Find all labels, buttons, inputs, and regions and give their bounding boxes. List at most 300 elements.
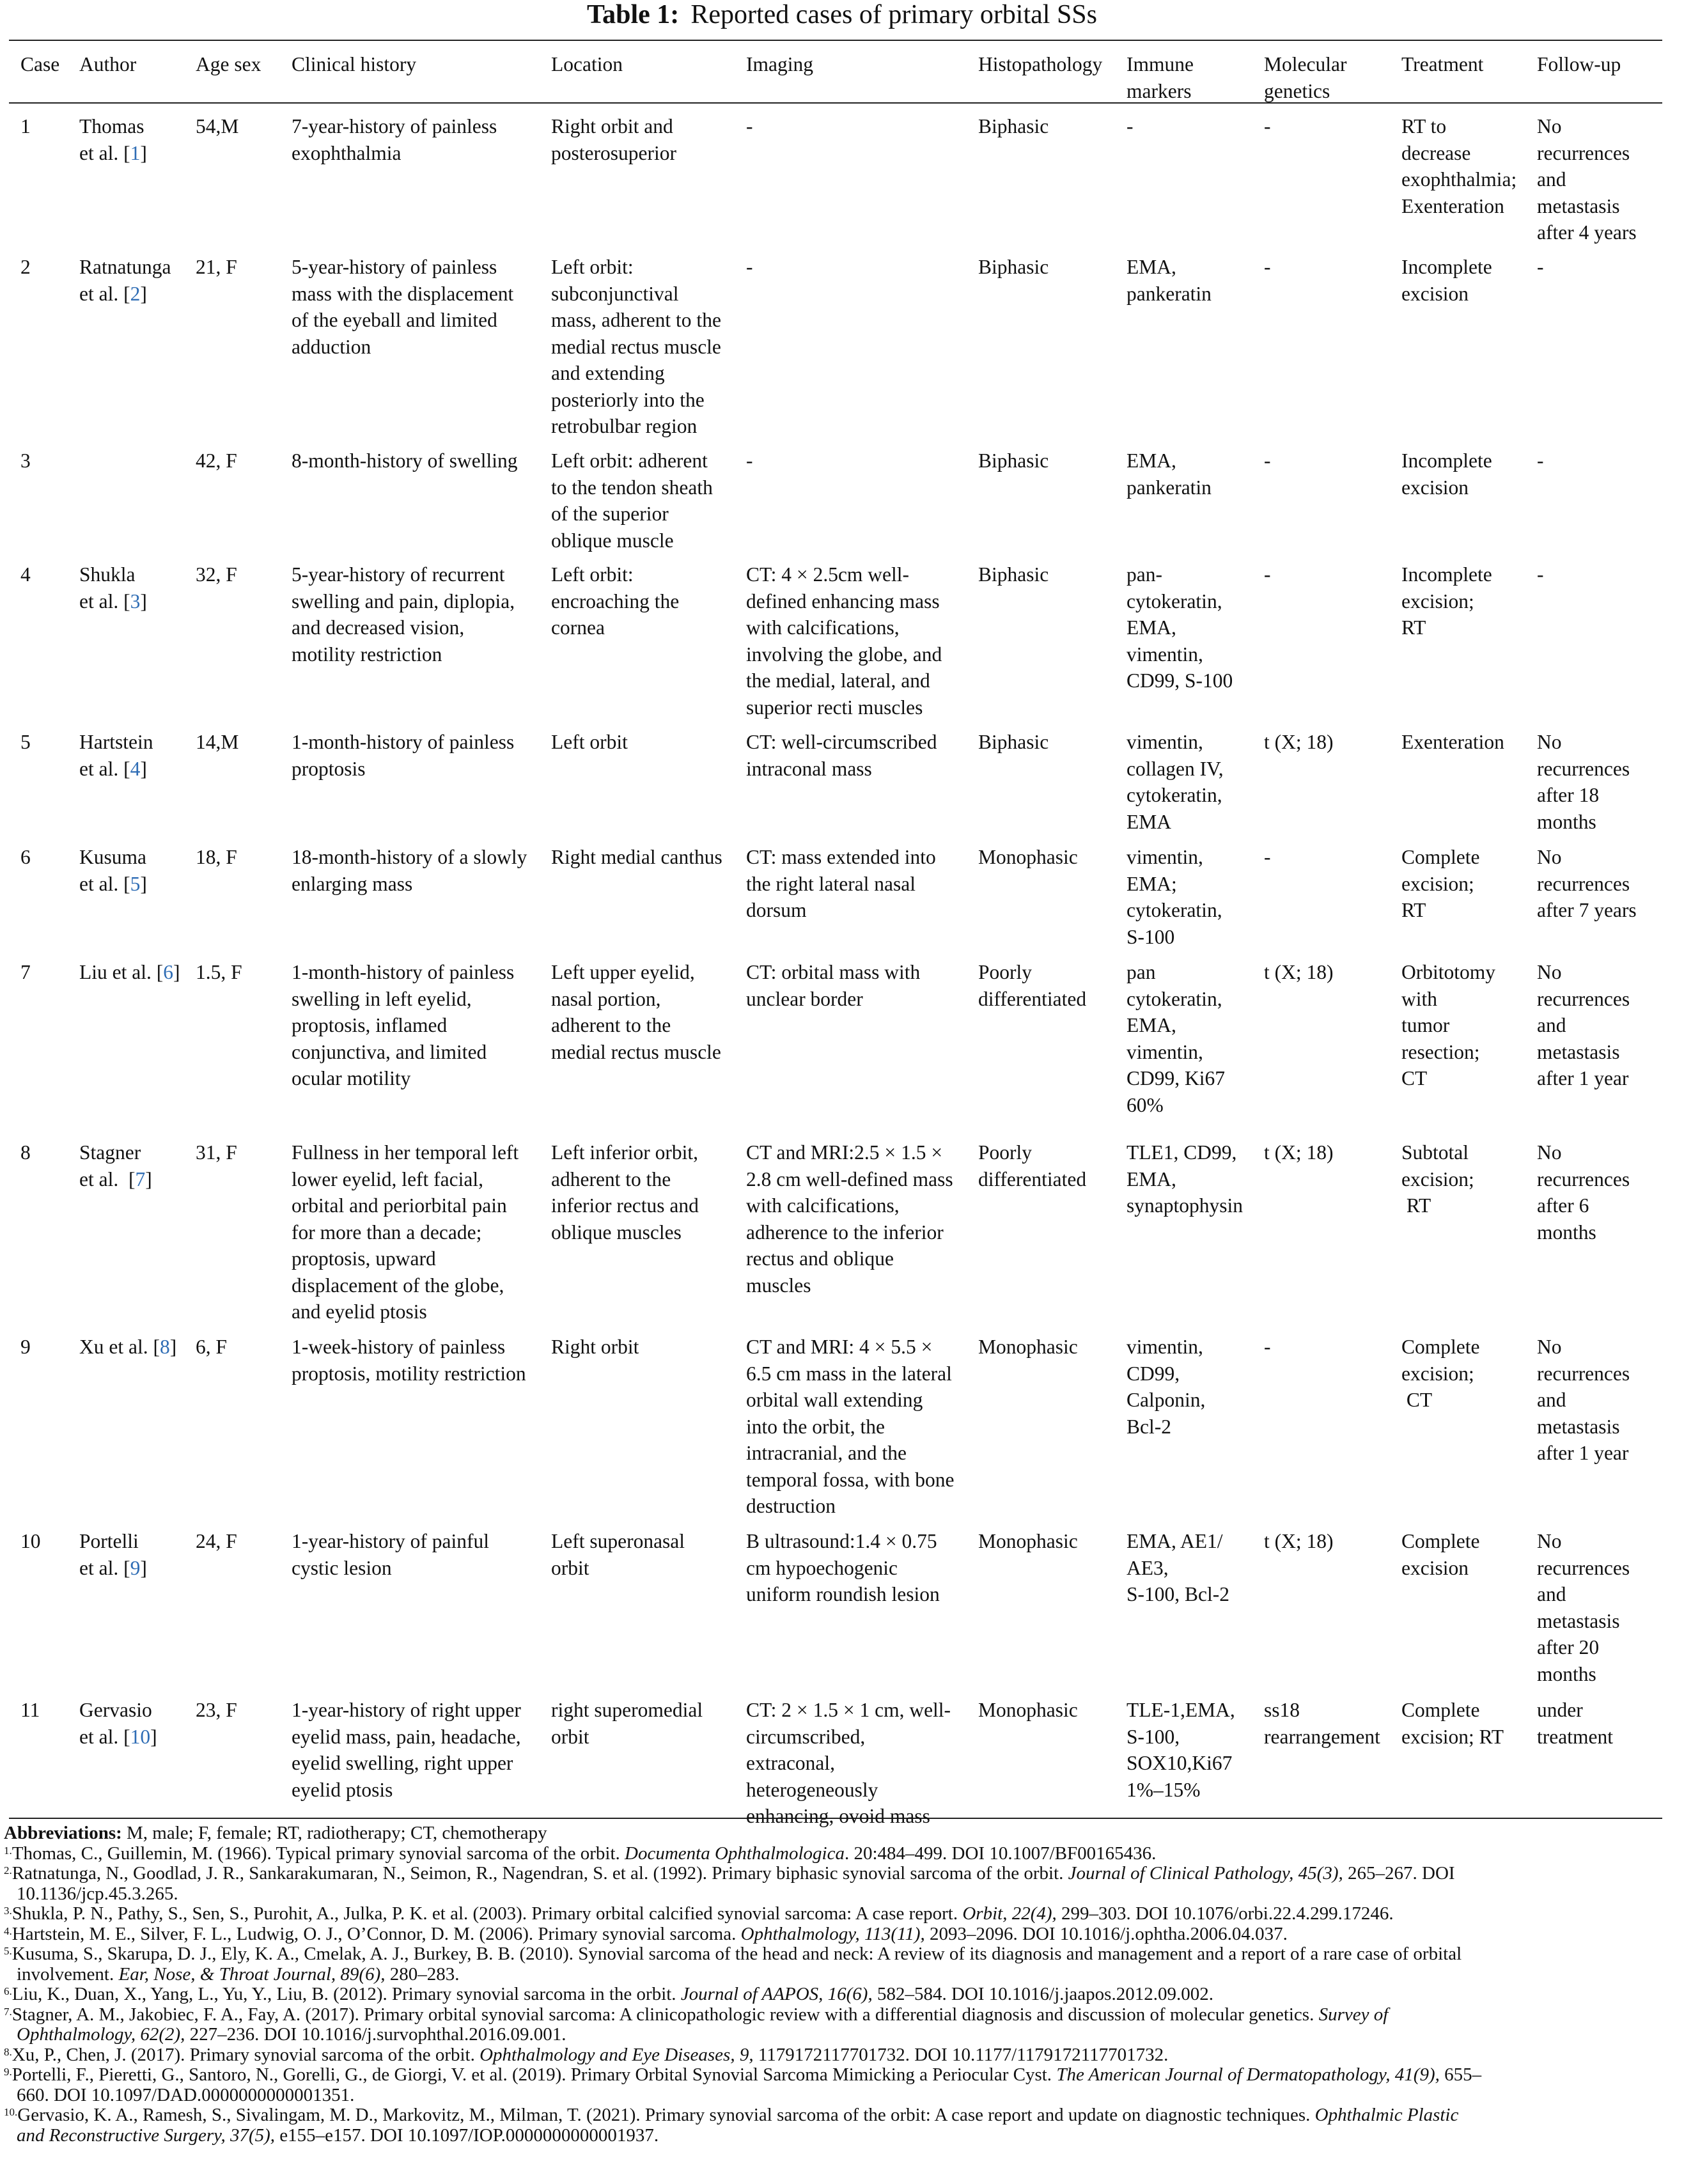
cell-followup (1537, 844, 1637, 924)
cell-line: 11 (20, 1699, 40, 1721)
cell-line: involving the globe, and (746, 643, 942, 666)
cell-line: CT (1401, 1389, 1433, 1411)
journal-name: Ophthalmic Plastic (1314, 2105, 1459, 2125)
cell-line: - (1537, 563, 1544, 586)
cell-line: cytokeratin, (1127, 899, 1222, 921)
cell-line: CT (1401, 1067, 1428, 1089)
cell-histo (978, 1334, 1078, 1361)
cell-line: lower eyelid, left facial, (292, 1167, 483, 1190)
cell-line: conjunctiva, and limited (292, 1040, 487, 1063)
cell-line: TLE1, CD99, (1127, 1141, 1237, 1164)
cell-line: Left orbit (551, 731, 628, 753)
cell-line: Calponin, (1127, 1389, 1206, 1411)
journal-name: The American Journal of Dermatopathology, 41(9), (1056, 2064, 1440, 2085)
cell-age_sex (196, 1528, 237, 1555)
cell-line: Monophasic (978, 1336, 1078, 1358)
cell-line: Thomas (79, 115, 144, 137)
reference-text: Thomas, C., Guillemin, M. (1966). Typical primary synovial sarcoma of the orbit. (12, 1843, 625, 1864)
cell-line: t (X; 18) (1264, 1141, 1334, 1164)
cell-line: Shukla (79, 563, 136, 586)
cell-line: proptosis, inflamed (292, 1014, 448, 1036)
reference-text: 2093–2096. DOI 10.1016/j.ophtha.2006.04.037. (924, 1923, 1288, 1944)
reference-number: 10. (4, 2106, 18, 2118)
journal-name: Ophthalmology and Eye Diseases, 9, (479, 2044, 754, 2065)
cell-line: et al. [4] (79, 757, 147, 780)
cell-line: and (1537, 1389, 1566, 1411)
cell-line: heterogeneously (746, 1778, 878, 1801)
cell-case (20, 1139, 31, 1166)
cell-line: - (1264, 1336, 1271, 1358)
cell-line: CT and MRI: 4 × 5.5 × (746, 1336, 933, 1358)
cell-line: recurrences (1537, 1556, 1630, 1579)
cell-line: No (1537, 1141, 1562, 1164)
reference-line (4, 2005, 1666, 2025)
cell-line: - (1264, 449, 1271, 472)
cell-line: oblique muscle (551, 529, 674, 552)
cell-line: mass, adherent to the (551, 309, 721, 331)
cell-imaging (746, 1528, 940, 1608)
cell-location (551, 959, 721, 1065)
cell-line: metastasis (1537, 1040, 1620, 1063)
cell-line: recurrences (1537, 987, 1630, 1010)
cell-line: Incomplete (1401, 256, 1492, 278)
cell-followup (1537, 1697, 1613, 1750)
cell-line: posterosuperior (551, 141, 676, 164)
cell-line: CT: well-circumscribed (746, 731, 937, 753)
cell-age_sex (196, 448, 237, 474)
cell-treatment (1401, 561, 1492, 641)
cell-line: - (746, 256, 753, 278)
reference-text: Portelli, F., Pieretti, G., Santoro, N., Gorelli, G., de Giorgi, V. et al. (2019). Primary Orbital Synovial Sarcoma Mimicking a Periocular Cyst. (12, 2064, 1057, 2085)
cell-line: Right medial canthus (551, 846, 722, 868)
cell-line: - (1537, 256, 1544, 278)
cell-case (20, 1334, 31, 1361)
cell-treatment (1401, 254, 1492, 307)
reference-link[interactable]: 4 (130, 757, 141, 780)
cell-line: No (1537, 1530, 1562, 1552)
cell-line: No (1537, 731, 1562, 753)
cell-author (79, 561, 147, 614)
cell-line: cm hypoechogenic (746, 1556, 898, 1579)
cell-line: 8 (20, 1141, 31, 1164)
cell-line: right superomedial (551, 1699, 703, 1721)
reference-link[interactable]: 2 (130, 282, 141, 305)
cell-line: for more than a decade; (292, 1221, 482, 1244)
cell-line: to the tendon sheath (551, 476, 713, 499)
cell-followup (1537, 729, 1630, 835)
cell-line: months (1537, 810, 1596, 833)
column-header-imaging (746, 51, 813, 78)
cell-line: Subtotal (1401, 1141, 1469, 1164)
cell-treatment (1401, 729, 1504, 756)
cell-followup (1537, 448, 1544, 474)
header-line: Immune (1127, 53, 1194, 75)
cell-line: 14,M (196, 731, 239, 753)
header-line: Molecular (1264, 53, 1347, 75)
reference-text: Xu, P., Chen, J. (2017). Primary synovial sarcoma of the orbit. (12, 2044, 480, 2065)
cell-line: Complete (1401, 1530, 1480, 1552)
cell-line: CD99, Ki67 (1127, 1067, 1226, 1089)
cell-line: swelling and pain, diplopia, (292, 589, 515, 612)
journal-name: Ear, Nose, & Throat Journal, 89(6), (118, 1963, 386, 1985)
cell-molecular (1264, 1334, 1271, 1361)
cell-line: pan (1127, 961, 1156, 983)
abbreviations-text: M, male; F, female; RT, radiotherapy; CT, chemotherapy (121, 1823, 547, 1843)
cell-line: the right lateral nasal (746, 872, 916, 895)
column-header-age_sex (196, 51, 261, 78)
reference-number: 8. (4, 2045, 12, 2058)
cell-line: Monophasic (978, 846, 1078, 868)
cell-line: 6, F (196, 1336, 228, 1358)
cell-location (551, 1334, 639, 1361)
cell-line: motility restriction (292, 643, 442, 666)
cell-line: eyelid mass, pain, headache, (292, 1725, 521, 1748)
cell-case (20, 113, 31, 140)
cell-line: CT and MRI:2.5 × 1.5 × (746, 1141, 943, 1164)
cell-histo (978, 561, 1049, 588)
cell-line: 2.8 cm well-defined mass (746, 1167, 953, 1190)
cell-case (20, 959, 31, 986)
column-header-histo (978, 51, 1102, 78)
cell-line: cytokeratin, (1127, 784, 1222, 806)
cell-line: superior recti muscles (746, 696, 923, 719)
cell-line: - (1264, 563, 1271, 586)
cell-line: resection; (1401, 1040, 1480, 1063)
cell-line: cytokeratin, (1127, 987, 1222, 1010)
table-top-rule (9, 40, 1662, 41)
reference-number: 6. (4, 1985, 12, 1997)
journal-name: Journal of AAPOS, 16(6), (680, 1984, 873, 2004)
cell-line: proptosis, upward (292, 1247, 436, 1270)
reference-link[interactable]: 3 (130, 589, 141, 612)
cell-line: EMA, (1127, 256, 1176, 278)
reference-text: 299–303. DOI 10.1076/orbi.22.4.299.17246. (1056, 1903, 1394, 1924)
cell-line: excision; (1401, 1362, 1474, 1385)
cell-history (292, 844, 527, 897)
reference-link[interactable]: 6 (163, 961, 173, 983)
cell-histo (978, 729, 1049, 756)
cell-location (551, 729, 628, 756)
cell-author (79, 1528, 147, 1581)
cell-molecular (1264, 448, 1271, 474)
cell-line: Poorly (978, 961, 1033, 983)
cell-immune (1127, 1697, 1235, 1803)
cell-histo (978, 959, 1086, 1012)
cell-line: AE3, (1127, 1556, 1169, 1579)
cell-line: Gervasio (79, 1699, 152, 1721)
cell-line: metastasis (1537, 1609, 1620, 1632)
cell-line: TLE-1,EMA, (1127, 1699, 1235, 1721)
journal-name: Journal of Clinical Pathology, 45(3), (1068, 1863, 1343, 1884)
cell-line: proptosis (292, 757, 366, 780)
cell-molecular (1264, 844, 1271, 871)
cell-location (551, 561, 679, 641)
reference-link[interactable]: 7 (135, 1167, 146, 1190)
cell-line: orbital wall extending (746, 1389, 923, 1411)
cell-line: t (X; 18) (1264, 961, 1334, 983)
cell-immune (1127, 844, 1222, 950)
cell-line: RT to (1401, 115, 1447, 137)
header-line: markers (1127, 79, 1192, 102)
cell-imaging (746, 113, 753, 140)
cell-line: Biphasic (978, 731, 1049, 753)
cell-line: intracranial, and the (746, 1442, 907, 1464)
cell-case (20, 729, 31, 756)
cell-immune (1127, 448, 1212, 501)
cell-age_sex (196, 254, 237, 281)
cell-line: pan- (1127, 563, 1162, 586)
cell-line: oblique muscles (551, 1221, 682, 1244)
reference-number: 1. (4, 1844, 12, 1857)
cell-line: 1-year-history of painful (292, 1530, 490, 1552)
cell-line: of the eyeball and limited (292, 309, 497, 331)
cell-location (551, 1697, 703, 1750)
cell-age_sex (196, 1334, 227, 1361)
cell-line: orbit (551, 1725, 589, 1748)
cell-line: vimentin, (1127, 1336, 1203, 1358)
cell-line: mass with the displacement (292, 282, 514, 305)
abbreviations-label: Abbreviations: (4, 1823, 122, 1843)
cell-histo (978, 844, 1078, 871)
cell-location (551, 1139, 699, 1245)
reference-line (4, 2126, 1666, 2146)
cell-line: S-100, Bcl-2 (1127, 1583, 1229, 1605)
reference-link[interactable]: 5 (130, 872, 141, 895)
reference-text: 655– (1439, 2064, 1482, 2085)
cell-line: No (1537, 846, 1562, 868)
reference-text: Ratnatunga, N., Goodlad, J. R., Sankarakumaran, N., Seimon, R., Nagendran, S. et al. (1992). Primary biphasic synovial sarcoma of the orbit. (12, 1863, 1068, 1884)
header-line: Author (79, 53, 137, 75)
cell-location (551, 113, 676, 166)
column-header-author (79, 51, 136, 78)
header-line: Location (551, 53, 623, 75)
cell-line: the medial, lateral, and (746, 669, 930, 692)
reference-list (4, 1844, 1666, 2146)
cell-location (551, 448, 713, 554)
cell-line: and (1537, 1014, 1566, 1036)
cell-line: recurrences (1537, 872, 1630, 895)
cell-line: cytokeratin, (1127, 589, 1222, 612)
cell-imaging (746, 959, 920, 1012)
cell-treatment (1401, 844, 1479, 924)
cell-followup (1537, 959, 1630, 1092)
reference-line (4, 1904, 1666, 1924)
cell-line: 5-year-history of painless (292, 256, 497, 278)
cell-imaging (746, 729, 937, 782)
cell-line: rectus and oblique (746, 1247, 894, 1270)
cell-case (20, 254, 31, 281)
cell-line: No (1537, 961, 1562, 983)
cell-line: Orbitotomy (1401, 961, 1495, 983)
cell-line: RT (1401, 899, 1426, 921)
cell-line: et al. [2] (79, 282, 147, 305)
cell-line: 1-week-history of painless (292, 1336, 506, 1358)
cell-line: CD99, (1127, 1362, 1180, 1385)
reference-link[interactable]: 1 (130, 141, 141, 164)
header-line: Case (20, 53, 60, 75)
reference-number: 3. (4, 1905, 12, 1917)
cell-line: destruction (746, 1495, 836, 1517)
cell-line: 24, F (196, 1530, 237, 1552)
cell-line: ss18 (1264, 1699, 1300, 1721)
cell-line: defined enhancing mass (746, 589, 940, 612)
column-header-treatment (1401, 51, 1483, 78)
cell-line: vimentin, (1127, 731, 1203, 753)
cell-line: under (1537, 1699, 1583, 1721)
header-line: Imaging (746, 53, 813, 75)
cell-line: inferior rectus and (551, 1194, 699, 1217)
cell-history (292, 729, 514, 782)
cell-line: after 20 (1537, 1636, 1600, 1658)
cell-line: excision (1401, 476, 1469, 499)
cell-line: - (746, 115, 753, 137)
cell-line: 9 (20, 1336, 31, 1358)
cell-history (292, 1697, 521, 1803)
header-line: Treatment (1401, 53, 1484, 75)
cell-histo (978, 1139, 1086, 1192)
header-line: Histopathology (978, 53, 1103, 75)
cell-treatment (1401, 1334, 1479, 1414)
cell-line: metastasis (1537, 1415, 1620, 1438)
reference-link[interactable]: 9 (130, 1556, 141, 1579)
cell-line: CT: orbital mass with (746, 961, 921, 983)
cell-treatment (1401, 113, 1516, 219)
reference-link[interactable]: 10 (130, 1725, 151, 1748)
cell-line: excision; RT (1401, 1725, 1504, 1748)
cell-line: No (1537, 1336, 1562, 1358)
cell-treatment (1401, 1528, 1479, 1581)
cell-age_sex (196, 729, 238, 756)
cell-line: Fullness in her temporal left (292, 1141, 519, 1164)
cell-line: vimentin, (1127, 643, 1203, 666)
cell-line: Left orbit: adherent (551, 449, 708, 472)
cell-line: extraconal, (746, 1752, 836, 1774)
cell-line: rearrangement (1264, 1725, 1380, 1748)
cell-line: enhancing, ovoid mass (746, 1805, 930, 1827)
cell-line: decrease (1401, 141, 1471, 164)
column-header-immune (1127, 51, 1194, 104)
header-line: Clinical history (292, 53, 417, 75)
column-header-history (292, 51, 416, 78)
cell-line: Liu et al. [6] (79, 961, 180, 983)
cell-followup (1537, 113, 1637, 246)
reference-line (4, 1985, 1666, 2005)
cell-line: retrobulbar region (551, 415, 698, 437)
cell-line: Right orbit and (551, 115, 673, 137)
reference-line (4, 1844, 1666, 1864)
reference-number: 2. (4, 1864, 12, 1876)
cell-author (79, 1697, 157, 1750)
cell-line: 18-month-history of a slowly (292, 846, 527, 868)
cell-age_sex (196, 844, 237, 871)
cell-treatment (1401, 1139, 1474, 1219)
reference-number: 4. (4, 1924, 12, 1937)
cell-line: recurrences (1537, 1362, 1630, 1385)
cell-line: tumor (1401, 1014, 1450, 1036)
cell-line: Ratnatunga (79, 256, 171, 278)
cell-line: Exenteration (1401, 194, 1504, 217)
cell-followup (1537, 1528, 1630, 1687)
cell-molecular (1264, 959, 1333, 986)
cell-line: after 7 years (1537, 899, 1637, 921)
cell-author (79, 729, 153, 782)
journal-name: Documenta Ophthalmologica (625, 1843, 845, 1864)
cell-line: Stagner (79, 1141, 141, 1164)
cell-line: recurrences (1537, 141, 1630, 164)
cell-line: medial rectus muscle (551, 335, 721, 358)
cell-case (20, 844, 31, 871)
reference-line (4, 1944, 1666, 1965)
cell-line: orbit (551, 1556, 589, 1579)
cell-line: orbital and periorbital pain (292, 1194, 507, 1217)
cell-line: differentiated (978, 1167, 1087, 1190)
reference-number: 9. (4, 2066, 12, 2078)
reference-text: 582–584. DOI 10.1016/j.jaapos.2012.09.002. (872, 1984, 1213, 2004)
cell-line: 7-year-history of painless (292, 115, 497, 137)
cell-line: EMA, AE1/ (1127, 1530, 1223, 1552)
cell-line: collagen IV, (1127, 757, 1224, 780)
cell-line: Incomplete (1401, 449, 1492, 472)
cell-line: after 18 (1537, 784, 1600, 806)
reference-number: 5. (4, 1945, 12, 1957)
cell-line: of the superior (551, 503, 669, 525)
reference-text: Kusuma, S., Skarupa, D. J., Ely, K. A., Cmelak, A. J., Burkey, B. B. (2010). Synovial sarcoma of the head and neck: A review of its diagnosis and management and a report of a rare case of orbital (12, 1944, 1462, 1964)
cell-line: S-100 (1127, 925, 1175, 948)
cell-line: proptosis, motility restriction (292, 1362, 526, 1385)
cell-line: CT: mass extended into (746, 846, 936, 868)
cell-line: Biphasic (978, 563, 1049, 586)
reference-line (4, 1924, 1666, 1945)
cell-line: - (746, 449, 753, 472)
header-line: Follow-up (1537, 53, 1621, 75)
journal-name: Ophthalmology, 62(2), (17, 2024, 185, 2045)
cell-line: and extending (551, 362, 665, 384)
cell-histo (978, 1697, 1078, 1724)
journal-name: Ophthalmology, 113(11), (740, 1923, 925, 1944)
cell-line: 54,M (196, 115, 239, 137)
cell-author (79, 113, 147, 166)
cell-line: Biphasic (978, 256, 1049, 278)
cell-line: excision; (1401, 589, 1474, 612)
cell-history (292, 254, 513, 360)
cell-molecular (1264, 113, 1271, 140)
cell-line: pankeratin (1127, 476, 1212, 499)
reference-line (4, 2105, 1666, 2126)
cell-line: Biphasic (978, 115, 1049, 137)
cell-histo (978, 448, 1049, 474)
cell-history (292, 1528, 489, 1581)
reference-line (4, 2025, 1666, 2045)
cell-line: ocular motility (292, 1067, 411, 1089)
cell-line: Complete (1401, 1336, 1480, 1358)
cell-line: 1-month-history of painless (292, 731, 515, 753)
cell-line: adduction (292, 335, 371, 358)
cell-followup (1537, 1139, 1630, 1245)
cell-line: Monophasic (978, 1530, 1078, 1552)
cell-line: dorsum (746, 899, 807, 921)
cell-line: 18, F (196, 846, 237, 868)
cell-line: No (1537, 115, 1562, 137)
cell-molecular (1264, 729, 1333, 756)
cell-line: CT: 2 × 1.5 × 1 cm, well- (746, 1699, 951, 1721)
cell-case (20, 561, 31, 588)
cell-line: swelling in left eyelid, (292, 987, 472, 1010)
cell-molecular (1264, 1139, 1333, 1166)
reference-link[interactable]: 8 (159, 1336, 170, 1358)
cell-molecular (1264, 1697, 1380, 1750)
abbreviations-line (4, 1823, 1666, 1844)
cell-line: and eyelid ptosis (292, 1300, 427, 1323)
